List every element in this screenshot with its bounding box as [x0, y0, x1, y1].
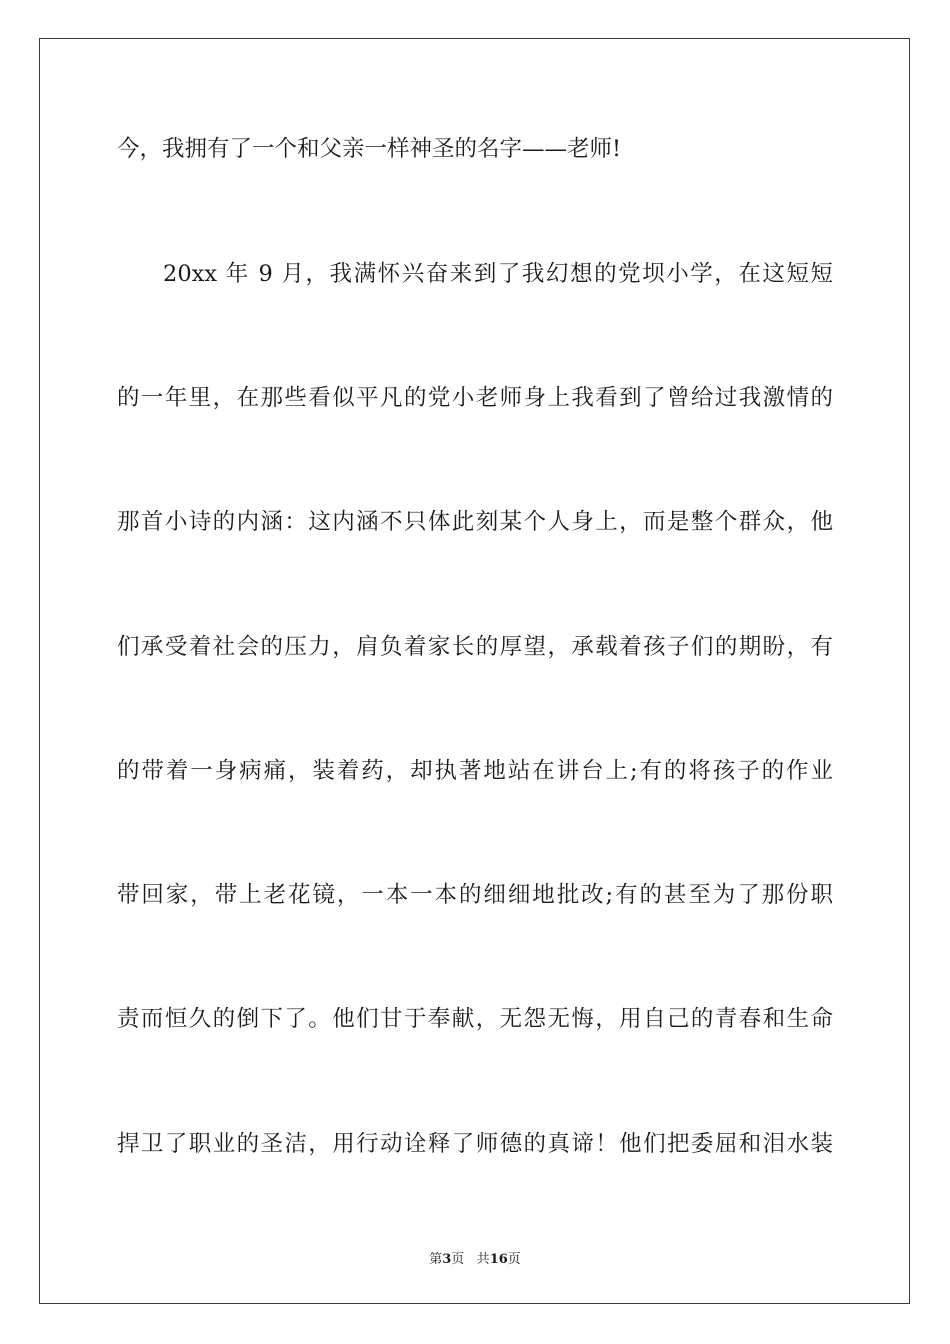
- paragraph-line-2: 20xx 年 9 月，我满怀兴奋来到了我幻想的党坝小学，在这短短: [163, 261, 833, 287]
- paragraph-line-3: 的一年里，在那些看似平凡的党小老师身上我看到了曾给过我激情的: [117, 385, 833, 411]
- paragraph-line-9: 捍卫了职业的圣洁，用行动诠释了师德的真谛！他们把委屈和泪水装: [117, 1131, 833, 1157]
- paragraph-line-4: 那首小诗的内涵：这内涵不只体此刻某个人身上，而是整个群众，他: [117, 509, 833, 535]
- paragraph-line-8: 责而恒久的倒下了。他们甘于奉献，无怨无悔，用自己的青春和生命: [117, 1006, 833, 1032]
- footer-page-number: 3: [442, 1252, 452, 1267]
- footer-total-suffix: 页: [507, 1252, 521, 1267]
- page-border: [39, 38, 910, 1304]
- page-footer: [0, 1248, 950, 1267]
- footer-total-prefix: 共: [476, 1252, 490, 1267]
- paragraph-line-7: 带回家，带上老花镜，一本一本的细细地批改;有的甚至为了那份职: [117, 882, 833, 908]
- footer-page-prefix: 第: [429, 1252, 443, 1267]
- paragraph-line-6: 的带着一身病痛，装着药，却执著地站在讲台上;有的将孩子的作业: [117, 758, 833, 784]
- paragraph-line-1: 今，我拥有了一个和父亲一样神圣的名字——老师!: [117, 136, 622, 162]
- paragraph-line-5: 们承受着社会的压力，肩负着家长的厚望，承载着孩子们的期盼，有: [117, 634, 833, 660]
- footer-page-suffix: 页: [451, 1252, 465, 1267]
- footer-total-pages: 16: [489, 1252, 508, 1267]
